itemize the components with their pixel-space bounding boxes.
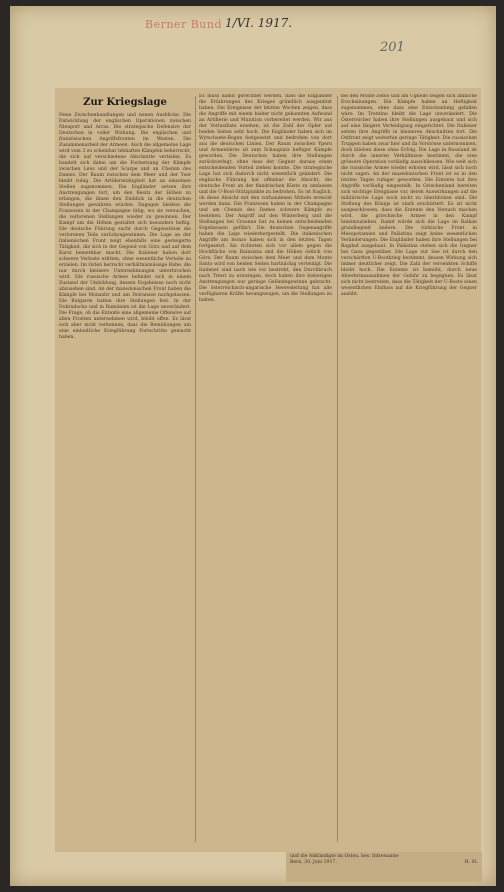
article-footer: [286, 852, 482, 882]
column-divider: [195, 96, 196, 842]
column-2-text: Es muss damit gerechnet werden, dass die Engländer die Erfahrungen des Krieges gründlich ausgenützt haben. Die Ereignisse der letzten Wochen zeigen, dass die Angriffe mit einem bisher nicht gekannten Aufwand an Artillerie und Munition vorbereitet werden. Wir aus der Verlustliste ersehen, ist die Zahl der Opfer auf beiden Seiten sehr hoch. Die Engländer haben sich im Wytschaete-Bogen festgesetzt und bedrohen von dort aus die deutschen Linien. Der Raum zwischen Ypern und Armentières ist zum Schauplatz heftiger Kämpfe geworden. Die Deutschen haben ihre Stellungen zurückverlegt, ohne dass der Gegner daraus einen entscheidenden Vorteil ziehen konnte. Die strategische Lage hat sich dadurch nicht wesentlich geändert. Die englische Führung hat offenbar die Absicht, die deutsche Front an der flandrischen Küste zu umfassen und die U-Boot-Stützpunkte zu bedrohen. Es ist fraglich, ob diese Absicht mit den vorhandenen Mitteln erreicht werden kann. Die Franzosen haben in der Champagne und am Chemin des Dames schwere Kämpfe zu bestehen. Der Angriff auf den Winterberg und die Stellungen bei Craonne hat zu keinen entscheidenden Ergebnissen geführt. Die deutschen Gegenangriffe haben die Lage wiederhergestellt. Die italienischen Angriffe am Isonzo haben sich in den letzten Tagen fortgesetzt. Sie richteten sich vor allem gegen die Hochfläche von Bainsizza und die Höhen östlich von Görz. Der Raum zwischen dem Meer und dem Monte Santo wird von beiden Seiten hartnäckig verteidigt. Die Italiener sind nach wie vor bestrebt, den Durchbruch nach Triest zu erzwingen, doch haben ihre bisherigen Anstrengungen nur geringe Geländegewinne gebracht. Die österreichisch-ungarische Heeresleitung hat alle verfügbaren Kräfte herangezogen, um die Stellungen zu halten.: [199, 94, 332, 303]
handwritten-date: 1/VI. 1917.: [225, 16, 293, 30]
footer-location-date: Bern, 30. Juni 1917.: [290, 860, 337, 865]
scan-background: [0, 0, 10, 892]
handwritten-page-number: 201: [380, 40, 405, 55]
article-column-2: [199, 94, 332, 844]
article-column-1: [59, 94, 191, 844]
article-column-3: [341, 94, 477, 844]
column-divider: [337, 96, 338, 842]
footer-text: und die Ankündigte im Osten, bes. Intressante: [290, 854, 399, 859]
column-3-text: bei den Monte Zebio und am Ugnello zeigen sich ähnliche Erscheinungen. Die Kämpfe haben an Heftigkeit zugenommen, ohne dass eine Entscheidung gefallen wäre. Im Trentino bleibt die Lage unverändert. Die Österreicher haben ihre Stellungen ausgebaut und sich auf eine längere Verteidigung eingerichtet. Die Italiener setzen ihre Angriffe in kleineren Abschnitten fort. Die Ostfront zeigt weiterhin geringe Tätigkeit. Die russischen Truppen haben zwar hier und da Vorstösse unternommen, doch blieben diese ohne Erfolg. Die Lage in Russland ist durch die inneren Verhältnisse bestimmt, die eine grössere Operation vorläufig ausschliessen. Wie weit sich die russische Armee wieder erholen wird, lässt sich noch nicht sagen. An der mazedonischen Front ist es in den letzten Tagen ruhiger geworden. Die Entente hat ihre Angriffe vorläufig eingestellt. In Griechenland bereiten sich wichtige Ereignisse vor, deren Auswirkungen auf die militärische Lage noch nicht zu überblicken sind. Die Stellung des Königs ist stark erschüttert. Es ist nicht ausgeschlossen, dass die Entente den Versuch machen wird, die griechische Armee in den Kampf hineinzuziehen. Damit würde sich die Lage im Balkan grundlegend ändern. Die türkische Front in Mesopotamien und Palästina zeigt keine wesentlichen Veränderungen. Die Engländer haben ihre Stellungen bei Bagdad ausgebaut. In Palästina stehen sich die Gegner bei Gaza gegenüber. Die Lage zur See ist durch den verschärften U-Bootkrieg bestimmt, dessen Wirkung sich immer deutlicher zeigt. Die Zahl der versenkten Schiffe bleibt hoch. Die Entente ist bemüht, durch neue Abwehrmassnahmen der Gefahr zu begegnen. Es lässt sich nicht bestreiten, dass die Tätigkeit der U-Boote einen wesentlichen Einfluss auf die Kriegführung der Gegner ausübt.: [341, 94, 477, 297]
newspaper-stamp: Berner Bund: [145, 18, 222, 31]
newspaper-clipping: [55, 88, 481, 852]
footer-signature: H. St.: [464, 860, 478, 865]
article-headline: Zur Kriegslage: [83, 97, 167, 108]
column-1-text: Neue Zwischenhandlungen und neuen Ausblicke. Die Entwicklung der englischen Operationen zwischen Nieuport und Arras. Die strategische Defensive der Deutschen in voller Wirkung. Die englischen und französischen Angriffsfronten im Westen. Die Zusammenarbeit der Armeen. Auch die allgemeine Lage wird vom 3 zu scheinbar lebhaften Kämpfen beherrscht, die sich auf verschiedene Abschnitte verteilen. Es handelt sich dabei um die Fortsetzung der Kämpfe zwischen Lens und der Scarpe und an Chemin des Dames. Der Raum zwischen dem Meer und der Yser bleibt ruhig. Die Artillerietätigkeit hat an einzelnen Stellen zugenommen. Die Engländer setzen ihre Anstrengungen fort, um den Besitz der Höhen zu erlangen, die ihnen den Einblick in die deutschen Stellungen gewähren würden. Dagegen bleiben die Franzosen in der Champagne tätig, wo sie versuchen, die verlorenen Stellungen wieder zu gewinnen. Der Kampf um die Höhen gestaltet sich besonders heftig. Die deutsche Führung sucht durch Gegenstösse die verlorenen Teile zurückzugewinnen. Die Lage an der italienischen Front zeigt ebenfalls eine gesteigerte Tätigkeit, die sich in der Gegend von Görz und auf dem Karst bemerkbar macht. Die Italiener haben dort schwere Verluste erlitten, ohne wesentliche Vorteile zu erzielen. Im Osten herrscht verhältnismässige Ruhe, die nur durch kleinere Unternehmungen unterbrochen wird. Die russische Armee befindet sich in einem Zustand der Umbildung, dessen Ergebnisse noch nicht abzusehen sind. An der mazedonischen Front haben die Kämpfe bei Monastir und am Doiransee nachgelassen. Die Bulgaren halten ihre Stellungen fest. In der Dobrudscha und in Rumänien ist die Lage unverändert. Die Frage, ob die Entente eine allgemeine Offensive auf allen Fronten unternehmen wird, bleibt offen. Es lässt sich aber nicht verkennen, dass die Bemühungen um eine einheitliche Kriegführung Fortschritte gemacht haben.: [59, 113, 191, 340]
